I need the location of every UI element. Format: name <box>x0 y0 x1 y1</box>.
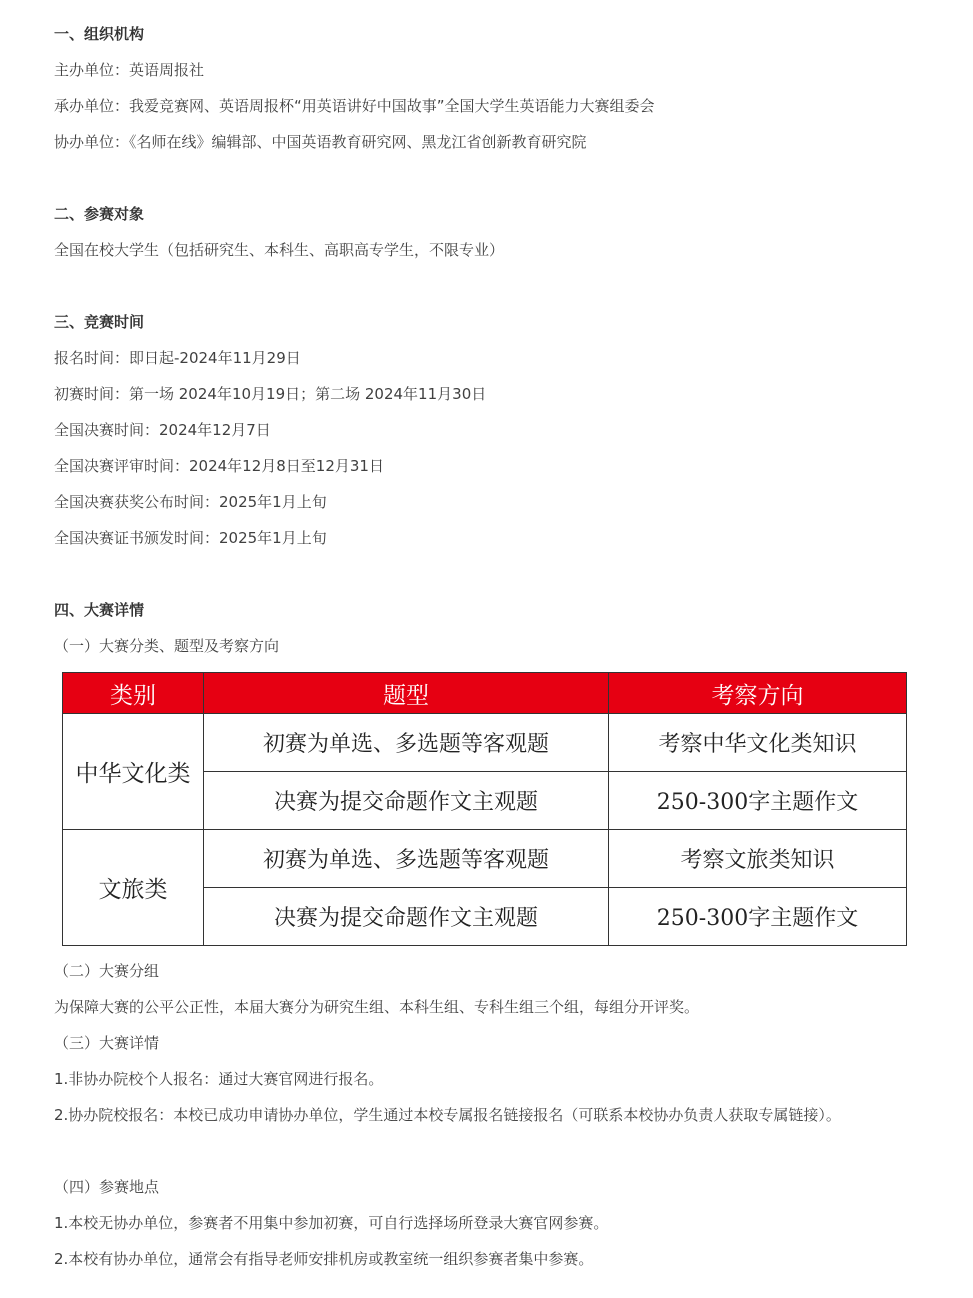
registration-item-1: 1.非协办院校个人报名：通过大赛官网进行报名。 <box>54 1070 384 1088</box>
table-cell-focus: 考察文旅类知识 <box>609 830 907 888</box>
section-heading-organization: 一、组织机构 <box>54 25 145 43</box>
subheading-categories: （一）大赛分类、题型及考察方向 <box>54 637 280 655</box>
table-row <box>63 714 907 772</box>
table-cell-focus: 250-300字主题作文 <box>609 888 907 946</box>
venue-item-2: 2.本校有协办单位，通常会有指导老师安排机房或教室统一组织参赛者集中参赛。 <box>54 1250 594 1268</box>
table-cell-category: 中华文化类 <box>63 714 204 830</box>
table-header-row <box>63 673 907 714</box>
schedule-line-review: 全国决赛评审时间：2024年12月8日至12月31日 <box>54 457 384 475</box>
schedule-line-registration: 报名时间：即日起-2024年11月29日 <box>54 349 301 367</box>
section-heading-participants: 二、参赛对象 <box>54 205 145 223</box>
table-cell-focus: 考察中华文化类知识 <box>609 714 907 772</box>
schedule-line-announcement: 全国决赛获奖公布时间：2025年1月上旬 <box>54 493 327 511</box>
section-heading-schedule: 三、竞赛时间 <box>54 313 145 331</box>
table-cell-focus: 250-300字主题作文 <box>609 772 907 830</box>
schedule-line-final: 全国决赛时间：2024年12月7日 <box>54 421 271 439</box>
contest-table <box>62 672 907 946</box>
subheading-groups: （二）大赛分组 <box>54 962 160 980</box>
table-header-type: 题型 <box>204 673 609 714</box>
subheading-venue: （四）参赛地点 <box>54 1178 160 1196</box>
organizer-line: 主办单位：英语周报社 <box>54 61 205 79</box>
table-cell-type: 决赛为提交命题作文主观题 <box>204 888 609 946</box>
table-cell-type: 初赛为单选、多选题等客观题 <box>204 830 609 888</box>
registration-item-2: 2.协办院校报名：本校已成功申请协办单位，学生通过本校专属报名链接报名（可联系本校协办负责人获取专属链接）。 <box>54 1106 841 1124</box>
groups-description: 为保障大赛的公平公正性，本届大赛分为研究生组、本科生组、专科生组三个组，每组分开评奖。 <box>54 998 700 1016</box>
schedule-line-preliminary: 初赛时间：第一场 2024年10月19日；第二场 2024年11月30日 <box>54 385 487 403</box>
schedule-line-certificate: 全国决赛证书颁发时间：2025年1月上旬 <box>54 529 327 547</box>
table-cell-type: 决赛为提交命题作文主观题 <box>204 772 609 830</box>
table-cell-type: 初赛为单选、多选题等客观题 <box>204 714 609 772</box>
table-cell-category: 文旅类 <box>63 830 204 946</box>
subheading-registration-details: （三）大赛详情 <box>54 1034 160 1052</box>
table-header-category: 类别 <box>63 673 204 714</box>
participants-line: 全国在校大学生（包括研究生、本科生、高职高专学生，不限专业） <box>54 241 505 259</box>
undertaker-line: 承办单位：我爱竞赛网、英语周报杯“用英语讲好中国故事”全国大学生英语能力大赛组委会 <box>54 97 655 115</box>
section-heading-details: 四、大赛详情 <box>54 601 145 619</box>
table-header-focus: 考察方向 <box>609 673 907 714</box>
table-row <box>63 830 907 888</box>
venue-item-1: 1.本校无协办单位，参赛者不用集中参加初赛，可自行选择场所登录大赛官网参赛。 <box>54 1214 609 1232</box>
co-organizer-line: 协办单位：《名师在线》编辑部、中国英语教育研究网、黑龙江省创新教育研究院 <box>54 133 587 151</box>
